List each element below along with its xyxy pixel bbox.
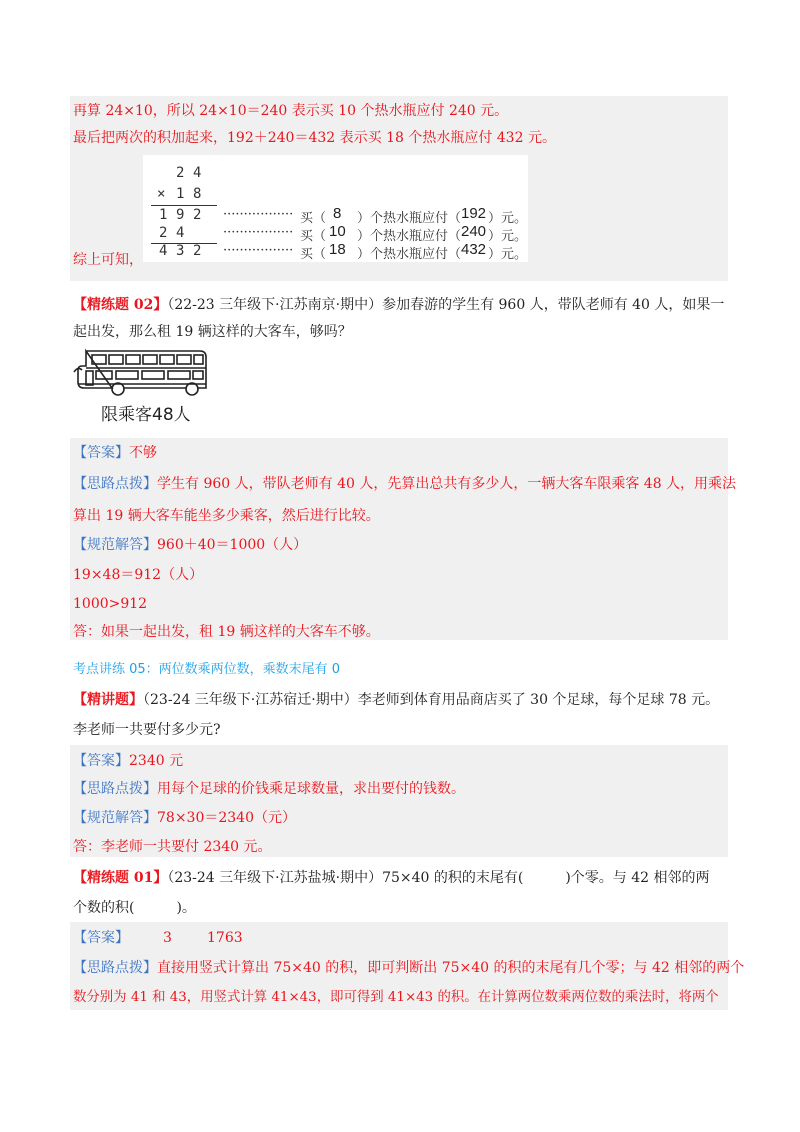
answer-value: 不够	[129, 445, 157, 461]
digit: 4	[176, 225, 185, 241]
digit: 2	[176, 165, 185, 181]
answer-value: 2340 元	[129, 753, 184, 769]
dotted-leader: ·················	[223, 207, 294, 222]
handwritten-count: 18	[329, 241, 346, 258]
times-sign: ×	[157, 186, 166, 202]
bus-caption: 限乘客48人	[101, 405, 191, 425]
dotted-leader: ·················	[223, 243, 294, 258]
answer-line	[73, 443, 157, 463]
hint-text: 用每个足球的价钱乘足球数量，求出要付的钱数。	[157, 781, 465, 797]
solution-tag: 【规范解答】	[73, 537, 157, 553]
digit: 2	[193, 207, 202, 223]
dotted-leader: ·················	[223, 225, 294, 240]
buy-label: 买（	[300, 211, 327, 226]
handwritten-amount: 192	[461, 205, 487, 222]
handwritten-count: 8	[333, 205, 342, 222]
question-text: 起出发，那么租 19 辆这样的大客车，够吗？	[73, 324, 352, 340]
answer-line	[73, 928, 129, 948]
text-line: 最后把两次的积加起来，192＋240＝432 表示买 18 个热水瓶应付 432 元。	[73, 130, 556, 146]
question-text: 李老师一共要付多少元?	[73, 722, 221, 738]
question-text: （22-23 三年级下·江苏南京·期中）参加春游的学生有 960 人，带队老师有 40 人，如果一	[167, 297, 725, 313]
digit: 4	[193, 165, 202, 181]
answer-value: 1763	[207, 930, 243, 946]
digit: 1	[159, 207, 168, 223]
question-tag: 【精讲题】	[73, 692, 143, 708]
hint-tag: 【思路点拨】	[73, 781, 157, 797]
answer-tag: 【答案】	[73, 753, 129, 769]
question-tag: 【精练题 02】	[73, 297, 168, 313]
answer-tag: 【答案】	[73, 445, 129, 461]
question-01	[73, 868, 710, 888]
digit: 8	[193, 186, 202, 202]
conclusion-text: 答：如果一起出发，租 19 辆这样的大客车不够。	[73, 624, 380, 640]
question-text: 个数的积( )。	[73, 900, 196, 916]
question-text: （23-24 三年级下·江苏盐城·期中）75×40 的积的末尾有( )个零。与 42 相邻的两	[167, 870, 710, 886]
digit: 1	[176, 186, 185, 202]
solution-line	[73, 535, 307, 555]
end-label: ）元。	[488, 229, 528, 244]
handwritten-amount: 432	[461, 241, 487, 258]
digit: 3	[176, 243, 185, 259]
rule-line	[151, 205, 217, 206]
buy-label: 买（	[300, 247, 327, 262]
question-tag: 【精练题 01】	[73, 870, 168, 886]
answer-value: 3	[163, 930, 172, 946]
question-main	[73, 690, 719, 710]
middle-label: ）个热水瓶应付（	[357, 211, 462, 226]
digit: 2	[159, 225, 168, 241]
handwritten-count: 10	[329, 223, 346, 240]
summary-text: 综上可知，	[73, 252, 143, 268]
solution-text: 19×48＝912（人）	[73, 567, 204, 583]
digit: 2	[193, 243, 202, 259]
hint-text: 算出 19 辆大客车能坐多少乘客，然后进行比较。	[73, 508, 380, 524]
end-label: ）元。	[488, 247, 528, 262]
hint-line	[73, 474, 736, 494]
double-decker-bus-icon	[72, 348, 212, 400]
hint-text: 学生有 960 人，带队老师有 40 人，先算出总共有多少人，一辆大客车限乘客 48 人，用乘法	[157, 476, 737, 492]
solution-tag: 【规范解答】	[73, 810, 157, 826]
section-heading: 考点讲练 05：两位数乘两位数，乘数末尾有 0	[73, 662, 341, 677]
question-02	[73, 295, 724, 315]
hint-tag: 【思路点拨】	[73, 476, 157, 492]
digit: 9	[176, 207, 185, 223]
hint-text: 数分别为 41 和 43，用竖式计算 41×43，即可得到 41×43 的积。在计算两位数乘两位数的乘法时，将两个	[73, 990, 719, 1005]
hint-tag: 【思路点拨】	[73, 960, 157, 976]
digit: 4	[159, 243, 168, 259]
answer-tag: 【答案】	[73, 930, 129, 946]
conclusion-text: 答：李老师一共要付 2340 元。	[73, 839, 272, 855]
vertical-multiplication-figure	[143, 155, 528, 262]
hint-line	[73, 958, 744, 978]
answer-line	[73, 751, 183, 771]
solution-text: 78×30＝2340（元）	[157, 810, 296, 826]
solution-line	[73, 808, 296, 828]
middle-label: ）个热水瓶应付（	[357, 229, 462, 244]
hint-line	[73, 779, 465, 799]
buy-label: 买（	[300, 229, 327, 244]
solution-text: 1000>912	[73, 596, 148, 612]
text-line: 再算 24×10，所以 24×10＝240 表示买 10 个热水瓶应付 240 元。	[73, 103, 509, 119]
end-label: ）元。	[488, 211, 528, 226]
hint-text: 直接用竖式计算出 75×40 的积，即可判断出 75×40 的积的末尾有几个零；与 42 相邻的两个	[157, 960, 745, 976]
middle-label: ）个热水瓶应付（	[357, 247, 462, 262]
handwritten-amount: 240	[461, 223, 487, 240]
question-text: （23-24 三年级下·江苏宿迁·期中）李老师到体育用品商店买了 30 个足球，每个足球 78 元。	[143, 692, 720, 708]
solution-text: 960＋40＝1000（人）	[157, 537, 308, 553]
